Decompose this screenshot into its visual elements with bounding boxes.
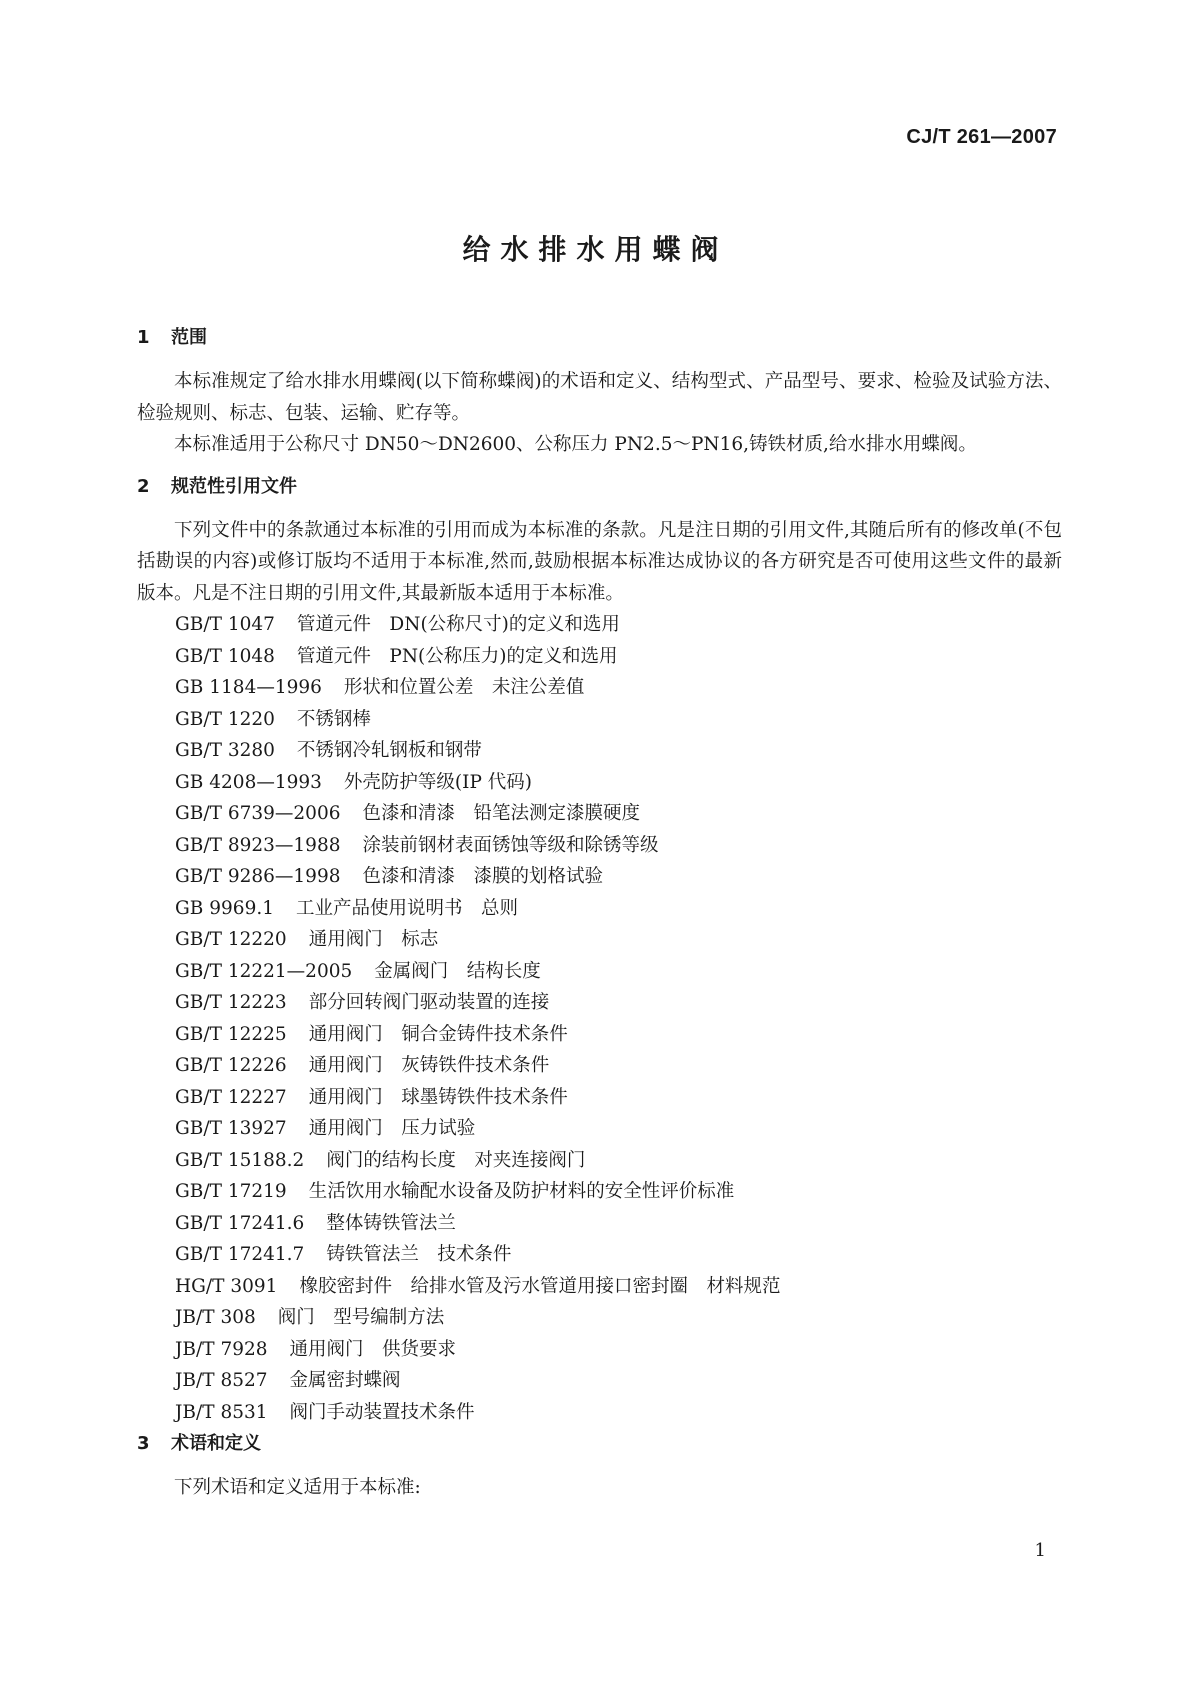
reference-item (175, 1302, 1062, 1334)
reference-code: JB/T 8527 (175, 1370, 268, 1391)
reference-title: 色漆和清漆 铅笔法测定漆膜硬度 (362, 803, 641, 824)
reference-item (175, 861, 1062, 893)
reference-item (175, 987, 1062, 1019)
reference-code: GB/T 12226 (175, 1055, 287, 1076)
section-title: 术语和定义 (171, 1433, 261, 1454)
reference-item (175, 924, 1062, 956)
reference-title: 通用阀门 球墨铸铁件技术条件 (308, 1086, 568, 1108)
reference-title: 涂装前钢材表面锈蚀等级和除锈等级 (362, 834, 659, 856)
reference-code: GB/T 12227 (175, 1086, 287, 1108)
reference-title: 阀门 型号编制方法 (277, 1307, 445, 1328)
reference-item (175, 893, 1062, 925)
reference-title: 通用阀门 供货要求 (289, 1338, 457, 1360)
reference-title: 形状和位置公差 未注公差值 (343, 677, 585, 698)
reference-code: GB/T 13927 (175, 1118, 287, 1139)
reference-code: GB/T 17219 (175, 1181, 287, 1202)
reference-title: 不锈钢冷轧钢板和钢带 (296, 740, 482, 761)
reference-code: GB 9969.1 (175, 897, 274, 919)
reference-code: GB 1184—1996 (175, 677, 322, 698)
reference-list (137, 609, 1062, 1428)
reference-code: GB/T 15188.2 (175, 1149, 305, 1171)
reference-title: 通用阀门 灰铸铁件技术条件 (308, 1055, 550, 1076)
reference-code: JB/T 8531 (175, 1401, 268, 1423)
section-3-heading (137, 1428, 1062, 1460)
page-number: 1 (1034, 1540, 1046, 1561)
reference-title: 阀门的结构长度 对夹连接阀门 (326, 1149, 586, 1171)
reference-item (175, 704, 1062, 736)
reference-title: 管道元件 PN(公称压力)的定义和选用 (296, 645, 618, 667)
terms-intro: 下列术语和定义适用于本标准: (174, 1477, 421, 1498)
section-title: 规范性引用文件 (171, 475, 297, 497)
reference-title: 管道元件 DN(公称尺寸)的定义和选用 (296, 614, 620, 635)
reference-title: 部分回转阀门驱动装置的连接 (308, 992, 550, 1013)
reference-code: GB/T 8923—1988 (175, 834, 341, 856)
reference-item (175, 767, 1062, 799)
reference-code: GB/T 1047 (175, 614, 275, 635)
reference-title: 金属阀门 结构长度 (374, 960, 541, 982)
reference-code: HG/T 3091 (175, 1275, 278, 1297)
section-1-heading (137, 322, 1062, 354)
reference-item (175, 1239, 1062, 1271)
reference-item (175, 641, 1062, 673)
reference-item (175, 672, 1062, 704)
reference-title: 外壳防护等级(IP 代码) (343, 771, 532, 793)
reference-item (175, 1113, 1062, 1145)
standard-code: CJ/T 261—2007 (906, 126, 1057, 148)
reference-title: 通用阀门 压力试验 (308, 1118, 476, 1139)
section-number: 1 (137, 327, 150, 348)
reference-item (175, 1365, 1062, 1397)
reference-item (175, 1176, 1062, 1208)
reference-code: GB/T 6739—2006 (175, 803, 341, 824)
reference-item (175, 956, 1062, 988)
section-number: 3 (137, 1433, 150, 1454)
reference-code: GB/T 17241.6 (175, 1212, 305, 1234)
document-body (137, 322, 1062, 1504)
reference-code: JB/T 7928 (175, 1338, 268, 1360)
reference-code: GB/T 12220 (175, 929, 287, 950)
reference-item (175, 1082, 1062, 1114)
reference-title: 橡胶密封件 给排水管及污水管道用接口密封圈 材料规范 (299, 1275, 781, 1297)
reference-item (175, 1019, 1062, 1051)
scope-paragraph: 本标准适用于公称尺寸 DN50～DN2600、公称压力 PN2.5～PN16,铸铁材质,给水排水用蝶阀。 (174, 434, 977, 455)
reference-title: 通用阀门 标志 (308, 929, 439, 950)
reference-title: 生活饮用水输配水设备及防护材料的安全性评价标准 (308, 1181, 735, 1202)
reference-code: GB/T 9286—1998 (175, 866, 341, 887)
reference-title: 整体铸铁管法兰 (326, 1212, 456, 1234)
reference-code: GB/T 12221—2005 (175, 960, 353, 982)
reference-code: JB/T 308 (175, 1307, 256, 1328)
normative-references-intro: 下列文件中的条款通过本标准的引用而成为本标准的条款。凡是注日期的引用文件,其随后所有的修改单(不包括勘误的内容)或修订版均不适用于本标准,然而,鼓励根据本标准达成协议的各方研究是否可使用这些文件的最新版本。凡是不注日期的引用文件,其最新版本适用于本标准。 (137, 519, 1062, 604)
reference-title: 不锈钢棒 (296, 708, 371, 730)
section-number: 2 (137, 475, 150, 497)
reference-code: GB/T 3280 (175, 740, 275, 761)
reference-title: 阀门手动装置技术条件 (289, 1401, 475, 1423)
reference-item (175, 1050, 1062, 1082)
reference-title: 通用阀门 铜合金铸件技术条件 (308, 1023, 568, 1045)
reference-code: GB/T 17241.7 (175, 1244, 305, 1265)
reference-code: GB/T 12225 (175, 1023, 287, 1045)
document-title: 给水排水用蝶阀 (462, 233, 729, 266)
section-2-heading (137, 471, 1062, 503)
scope-paragraph: 本标准规定了给水排水用蝶阀(以下简称蝶阀)的术语和定义、结构型式、产品型号、要求、检验及试验方法、检验规则、标志、包装、运输、贮存等。 (137, 371, 1062, 424)
reference-item (175, 1397, 1062, 1429)
reference-item (175, 830, 1062, 862)
reference-item (175, 1208, 1062, 1240)
reference-title: 金属密封蝶阀 (289, 1370, 401, 1391)
reference-item (175, 1145, 1062, 1177)
reference-item (175, 798, 1062, 830)
reference-code: GB/T 1220 (175, 708, 275, 730)
reference-title: 色漆和清漆 漆膜的划格试验 (362, 866, 604, 887)
reference-code: GB 4208—1993 (175, 771, 322, 793)
reference-item (175, 735, 1062, 767)
reference-item (175, 609, 1062, 641)
section-title: 范围 (171, 327, 207, 348)
reference-title: 工业产品使用说明书 总则 (296, 897, 519, 919)
reference-item (175, 1334, 1062, 1366)
reference-item (175, 1271, 1062, 1303)
reference-code: GB/T 12223 (175, 992, 287, 1013)
reference-code: GB/T 1048 (175, 645, 275, 667)
reference-title: 铸铁管法兰 技术条件 (326, 1244, 512, 1265)
